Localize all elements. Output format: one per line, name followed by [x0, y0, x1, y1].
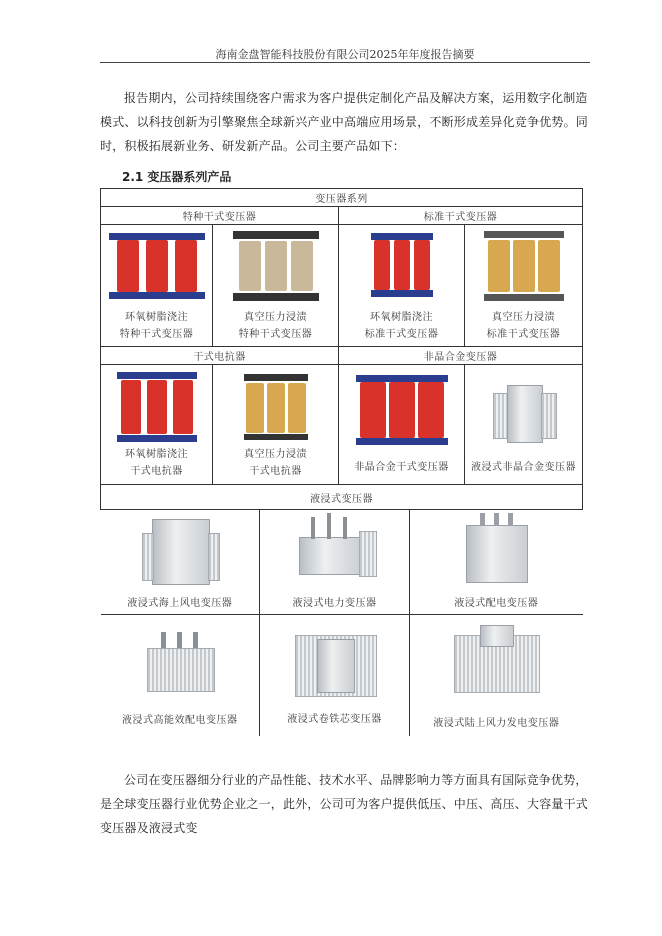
- closing-paragraph: 公司在变压器细分行业的产品性能、技术水平、品牌影响力等方面具有国际竞争优势，是全球变压器行业优势企业之一，此外，公司可为客户提供低压、中压、高压、大容量干式变压器及液浸式变: [100, 773, 589, 835]
- product-cell: [101, 510, 260, 614]
- product-caption: 真空压力浸渍: [244, 311, 307, 323]
- product-caption: 标准干式变压器: [486, 328, 561, 340]
- product-table: [100, 188, 583, 736]
- intro-paragraph: 报告期内，公司持续围绕客户需求为客户提供定制化产品及解决方案，运用数字化制造模式、以科技创新为引擎聚焦全球新兴产业中高端应用场景，不断形成差异化竞争优势。同时，积极拓展新业务、研发新产品。公司主要产品如下：: [100, 91, 589, 153]
- resin-reactor-image: [117, 372, 197, 442]
- product-cell: [339, 225, 465, 347]
- offshore-wind-transformer-image: [142, 511, 218, 585]
- product-cell: [465, 225, 583, 347]
- distribution-transformer-image: [460, 511, 532, 583]
- vpi-reactor-image: [244, 374, 308, 440]
- product-caption: 液浸式非晶合金变压器: [471, 462, 576, 473]
- resin-transformer-image: [109, 233, 205, 299]
- product-caption: 液浸式高能效配电变压器: [122, 714, 238, 726]
- vpi-transformer-image: [484, 231, 564, 301]
- product-caption: 干式电抗器: [249, 465, 302, 477]
- product-cell: [260, 510, 410, 614]
- wound-core-transformer-image: [295, 627, 375, 697]
- product-caption: 液浸式配电变压器: [454, 598, 539, 610]
- power-transformer-image: [293, 511, 377, 583]
- product-cell: [101, 365, 213, 485]
- group-special-dry: 特种干式变压器: [101, 207, 339, 225]
- liquid-amorphous-image: [493, 375, 555, 445]
- product-caption: 液浸式电力变压器: [292, 598, 377, 610]
- product-caption: 特种干式变压器: [119, 328, 194, 340]
- header-rule: [100, 62, 590, 63]
- product-cell: [101, 614, 260, 736]
- product-caption: 液浸式海上风电变压器: [127, 598, 233, 610]
- group-standard-dry: 标准干式变压器: [339, 207, 583, 225]
- product-cell: [213, 365, 339, 485]
- liquid-row-container: [101, 510, 583, 737]
- product-caption: 液浸式陆上风力发电变压器: [433, 717, 560, 729]
- product-caption: 非晶合金干式变压器: [354, 462, 449, 473]
- table-title: 变压器系列: [101, 189, 583, 207]
- product-cell: [465, 365, 583, 485]
- product-caption: 真空压力浸渍: [244, 448, 307, 460]
- product-caption: 特种干式变压器: [238, 328, 313, 340]
- product-cell: [410, 614, 583, 736]
- product-cell: [339, 365, 465, 485]
- product-caption: 干式电抗器: [130, 465, 183, 477]
- product-cell: [101, 225, 213, 347]
- vpi-transformer-image: [233, 231, 319, 301]
- product-caption: 标准干式变压器: [364, 328, 439, 340]
- product-caption: 环氧树脂浇注: [125, 448, 188, 460]
- amorphous-dry-image: [356, 375, 448, 445]
- product-caption: 环氧树脂浇注: [125, 311, 188, 323]
- group-liquid: 液浸式变压器: [101, 485, 583, 510]
- product-caption: 环氧树脂浇注: [370, 311, 433, 323]
- product-cell: [213, 225, 339, 347]
- group-dry-reactor: 干式电抗器: [101, 347, 339, 365]
- onshore-wind-transformer-image: [454, 621, 538, 693]
- group-amorphous: 非晶合金变压器: [339, 347, 583, 365]
- product-caption: 真空压力浸渍: [492, 311, 555, 323]
- high-efficiency-transformer-image: [147, 630, 213, 692]
- product-caption: 液浸式卷铁芯变压器: [287, 713, 382, 725]
- product-cell: [260, 614, 410, 736]
- product-cell: [410, 510, 583, 614]
- liquid-table: [101, 510, 583, 736]
- page-header: 海南金盘智能科技股份有限公司2025年年度报告摘要: [215, 48, 475, 61]
- resin-transformer-image: [371, 233, 433, 297]
- section-title: 2.1 变压器系列产品: [122, 170, 232, 184]
